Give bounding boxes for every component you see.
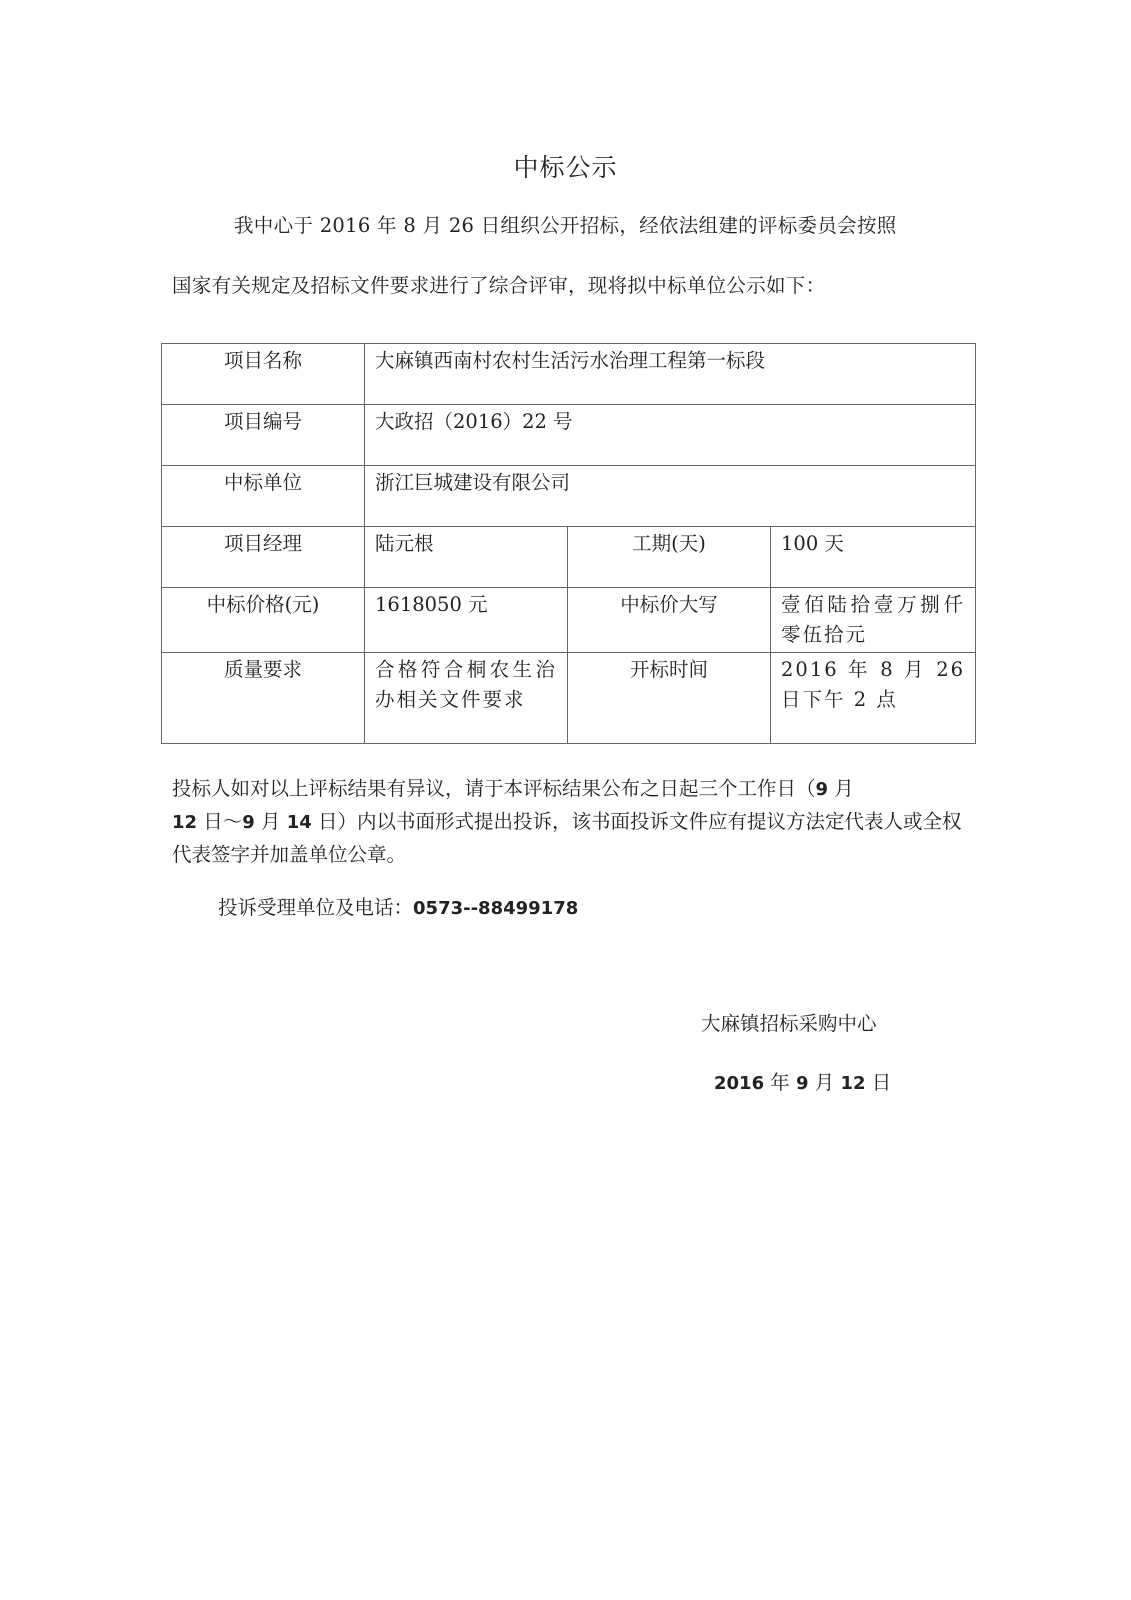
issue-date [714,1067,891,1095]
intro-line-1: 我中心于 2016 年 8 月 26 日组织公开招标，经依法组建的评标委员会按照 [234,214,897,237]
table-row [162,588,976,653]
notice-day-end: 14 [286,812,312,833]
price-value: 1618050 元 [365,588,568,653]
opening-time-label: 开标时间 [568,653,771,744]
manager-value: 陆元根 [365,527,568,588]
price-upper-value: 壹佰陆拾壹万捌仟零伍拾元 [771,588,976,653]
notice-text: 日）内以书面形式提出投诉，该书面投诉文件应有提议方法定代表人或全权代表签字并加盖单位公章。 [172,810,962,866]
project-name-label: 项目名称 [162,344,365,405]
table-row [162,653,976,744]
page-title: 中标公示 [513,153,618,182]
table-row [162,527,976,588]
notice-text: 月 [828,777,854,800]
intro-line-2: 国家有关规定及招标文件要求进行了综合评审，现将拟中标单位公示如下： [172,274,826,297]
date-day: 12 [840,1073,866,1094]
price-upper-label: 中标价大写 [568,588,771,653]
quality-value: 合格符合桐农生治办相关文件要求 [365,653,568,744]
complaint-contact [218,892,578,920]
notice-month-start: 9 [815,779,829,800]
date-year: 2016 [714,1073,765,1094]
contact-label: 投诉受理单位及电话： [218,896,414,919]
manager-label: 项目经理 [162,527,365,588]
notice-day-start: 12 [172,812,198,833]
winner-value: 浙江巨城建设有限公司 [365,466,976,527]
bid-result-table [161,343,976,744]
notice-text: 月 [254,810,287,833]
price-label: 中标价格(元) [162,588,365,653]
date-month-unit: 月 [808,1071,841,1094]
notice-text: 投标人如对以上评标结果有异议，请于本评标结果公布之日起三个工作日（ [172,777,816,800]
project-no-value: 大政招（2016）22 号 [365,405,976,466]
table-row [162,405,976,466]
date-day-unit: 日 [865,1071,892,1094]
project-no-label: 项目编号 [162,405,365,466]
table-row [162,344,976,405]
duration-value: 100 天 [771,527,976,588]
notice-month-end: 9 [242,812,255,833]
quality-label: 质量要求 [162,653,365,744]
table-row [162,466,976,527]
winner-label: 中标单位 [162,466,365,527]
opening-time-value: 2016 年 8 月 26 日下午 2 点 [771,653,976,744]
date-month: 9 [796,1073,809,1094]
project-name-value: 大麻镇西南村农村生活污水治理工程第一标段 [365,344,976,405]
issuer-name: 大麻镇招标采购中心 [701,1012,877,1035]
notice-text: 日～ [197,810,243,833]
objection-notice [172,773,967,871]
contact-phone: 0573--88499178 [413,898,579,919]
date-year-unit: 年 [764,1071,797,1094]
duration-label: 工期(天) [568,527,771,588]
